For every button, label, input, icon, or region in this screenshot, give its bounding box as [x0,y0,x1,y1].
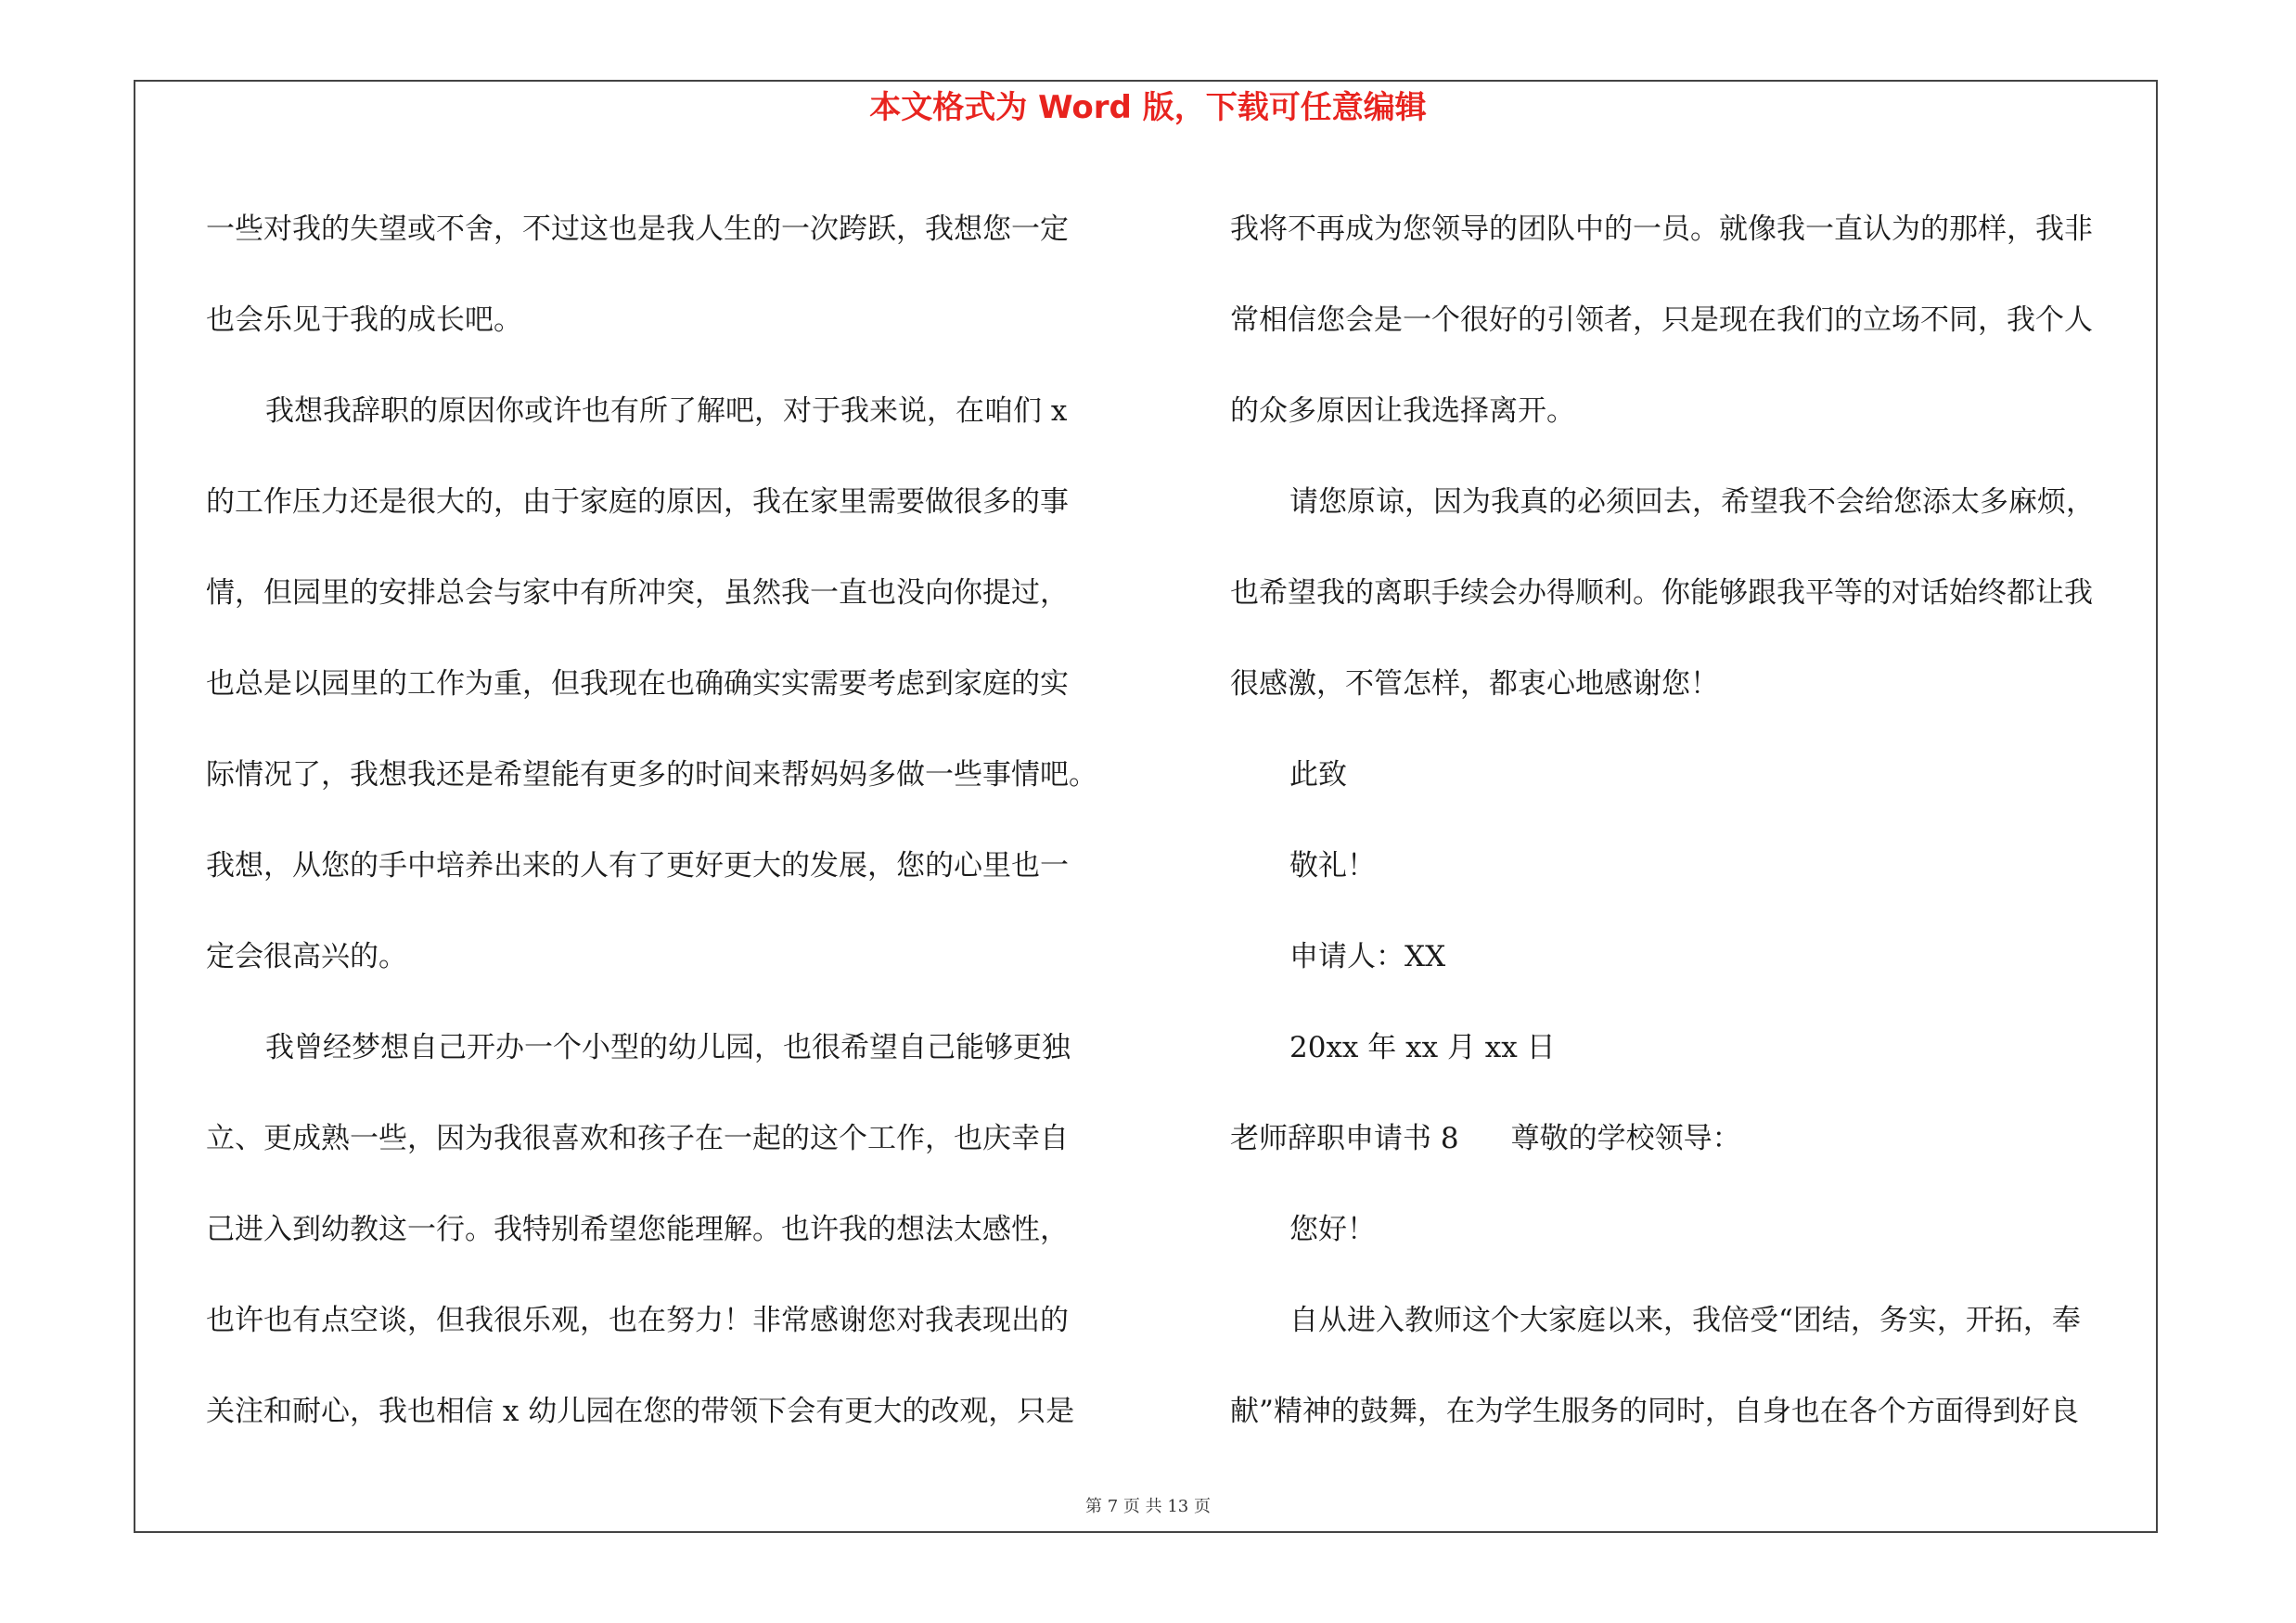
text-line: 常相信您会是一个很好的引领者，只是现在我们的立场不同，我个人 [1230,303,2093,337]
text-line: 也希望我的离职手续会办得顺利。你能够跟我平等的对话始终都让我 [1230,576,2093,610]
text-line: 关注和耐心，我也相信 x 幼儿园在您的带领下会有更大的改观，只是 [206,1395,1075,1428]
text-line: 己进入到幼教这一行。我特别希望您能理解。也许我的想法太感性， [206,1213,1069,1246]
text-line: 请您原谅，因为我真的必须回去，希望我不会给您添太多麻烦， [1289,485,2095,519]
text-line: 我想我辞职的原因你或许也有所了解吧，对于我来说，在咱们 x [265,394,1068,428]
text-line: 您好！ [1289,1213,1376,1246]
date-line: 20xx 年 xx 月 xx 日 [1289,1031,1556,1064]
text-line: 一些对我的失望或不舍，不过这也是我人生的一次跨跃，我想您一定 [206,213,1069,246]
text-line: 的众多原因让我选择离开。 [1230,394,1575,428]
text-line: 立、更成熟一些，因为我很喜欢和孩子在一起的这个工作，也庆幸自 [206,1122,1069,1155]
text-line: 定会很高兴的。 [206,940,407,973]
text-line: 也许也有点空谈，但我很乐观，也在努力！非常感谢您对我表现出的 [206,1304,1069,1337]
salutation-line: 敬礼！ [1289,849,1376,882]
section-title: 老师辞职申请书 8 [1230,1122,1459,1155]
text-line: 自从进入教师这个大家庭以来，我倍受“团结，务实，开拓，奉 [1289,1304,2081,1337]
text-line: 际情况了，我想我还是希望能有更多的时间来帮妈妈多做一些事情吧。 [206,758,1097,792]
text-line: 情，但园里的安排总会与家中有所冲突，虽然我一直也没向你提过， [206,576,1069,610]
text-line: 的工作压力还是很大的，由于家庭的原因，我在家里需要做很多的事 [206,485,1069,519]
text-line: 我想，从您的手中培养出来的人有了更好更大的发展，您的心里也一 [206,849,1069,882]
format-notice-banner: 本文格式为 Word 版，下载可任意编辑 [869,89,1427,126]
closing-line: 此致 [1289,758,1347,792]
left-column [206,184,1097,1457]
right-column [1230,184,2095,1457]
section-heading-line [1230,1093,2095,1184]
applicant-line: 申请人：XX [1289,940,1446,973]
text-line: 也会乐见于我的成长吧。 [206,303,522,337]
page-number-footer: 第 7 页 共 13 页 [1085,1497,1211,1516]
text-line: 我将不再成为您领导的团队中的一员。就像我一直认为的那样，我非 [1230,213,2093,246]
letter-greeting: 尊敬的学校领导： [1510,1122,1741,1155]
text-line: 也总是以园里的工作为重，但我现在也确确实实需要考虑到家庭的实 [206,667,1069,701]
text-line: 我曾经梦想自己开办一个小型的幼儿园，也很希望自己能够更独 [265,1031,1071,1064]
text-line: 献”精神的鼓舞，在为学生服务的同时，自身也在各个方面得到好良 [1230,1395,2079,1428]
text-line: 很感激，不管怎样，都衷心地感谢您！ [1230,667,1719,701]
